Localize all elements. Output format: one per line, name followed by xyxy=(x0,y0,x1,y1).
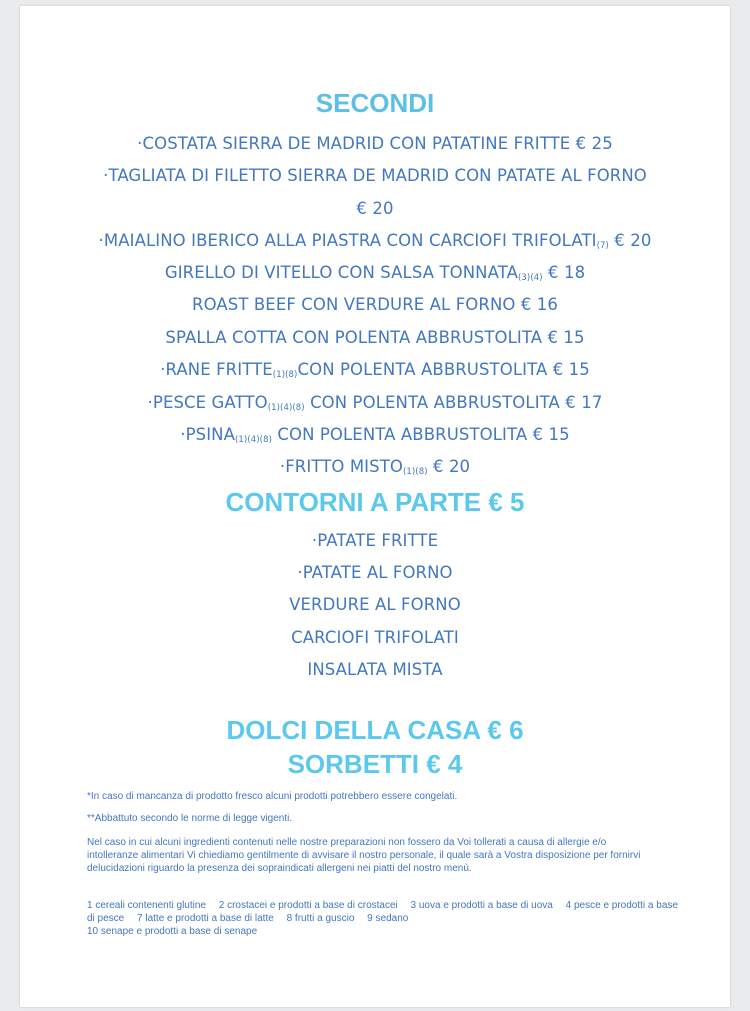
allergen-legend-item: 2 crostacei e prodotti a base di crostacei xyxy=(218,900,398,911)
allergen-codes: (1)(8) xyxy=(272,370,298,380)
menu-item-girello: GIRELLO DI VITELLO CON SALSA TONNATA(3)(4) € 18 xyxy=(164,263,586,283)
side-item-patate-forno: ·PATATE AL FORNO xyxy=(297,563,453,582)
allergen-legend-item: 8 frutti a guscio xyxy=(286,913,355,924)
allergen-codes: (7) xyxy=(596,241,609,251)
allergen-codes: (1)(4)(8) xyxy=(235,435,273,445)
allergen-codes: (1)(8) xyxy=(402,467,428,477)
menu-item-tagliata-price: € 20 xyxy=(356,199,394,218)
allergen-legend-item: 7 latte e prodotti a base di latte xyxy=(137,913,274,924)
menu-item-psina: ·PSINA(1)(4)(8) CON POLENTA ABBRUSTOLITA € 15 xyxy=(180,425,570,445)
allergen-codes: (1)(4)(8) xyxy=(267,403,305,413)
side-item-patate-fritte: ·PATATE FRITTE xyxy=(311,531,439,550)
section-title-contorni: CONTORNI A PARTE € 5 xyxy=(225,487,525,517)
allergen-legend-item: 3 uova e prodotti a base di uova xyxy=(410,900,553,911)
note-allergy: Nel caso in cui alcuni ingredienti contenuti nelle nostre preparazioni non fossero da Voi tollerati a causa di allergie e/o intolleranze alimentari Vi chiediamo gentilmente di avvisare il nostro personale, il quale sarà a Vostra disposizione per fornirvi delucidazioni riguardo la presenza dei sopraindicati allergeni nei piatti del nostro menù. xyxy=(87,837,641,874)
menu-item-rane: ·RANE FRITTE(1)(8)CON POLENTA ABBRUSTOLITA € 15 xyxy=(160,360,590,380)
allergen-legend-item: 4 pesce e prodotti a base di pesce xyxy=(87,900,678,924)
section-title-sorbetti: SORBETTI € 4 xyxy=(287,749,463,779)
allergen-legend-item: 1 cereali contenenti glutine xyxy=(87,900,206,911)
menu-item-pesce-gatto: ·PESCE GATTO(1)(4)(8) CON POLENTA ABBRUSTOLITA € 17 xyxy=(147,393,603,413)
side-item-verdure: VERDURE AL FORNO xyxy=(289,595,461,614)
menu-item-roast-beef: ROAST BEEF CON VERDURE AL FORNO € 16 xyxy=(192,295,558,314)
allergen-legend xyxy=(87,899,687,938)
menu-item-maialino: ·MAIALINO IBERICO ALLA PIASTRA CON CARCIOFI TRIFOLATI(7) € 20 xyxy=(98,231,652,251)
menu-item-fritto-misto: ·FRITTO MISTO(1)(8) € 20 xyxy=(279,457,471,477)
allergen-legend-item: 10 senape e prodotti a base di senape xyxy=(87,926,258,937)
note-frozen: *In caso di mancanza di prodotto fresco alcuni prodotti potrebbero essere congelati. xyxy=(87,791,458,802)
menu-item-costata: ·COSTATA SIERRA DE MADRID CON PATATINE FRITTE € 25 xyxy=(137,134,613,153)
menu-item-spalla: SPALLA COTTA CON POLENTA ABBRUSTOLITA € 15 xyxy=(165,328,585,347)
menu-item-tagliata: ·TAGLIATA DI FILETTO SIERRA DE MADRID CON PATATE AL FORNO xyxy=(103,166,647,185)
allergen-codes: (3)(4) xyxy=(518,273,543,283)
note-slaughter: **Abbattuto secondo le norme di legge vigenti. xyxy=(87,813,293,824)
side-item-insalata: INSALATA MISTA xyxy=(307,660,443,679)
section-title-secondi: SECONDI xyxy=(315,88,435,118)
allergen-legend-item: 9 sedano xyxy=(367,913,409,924)
section-title-dolci: DOLCI DELLA CASA € 6 xyxy=(226,715,524,745)
side-item-carciofi: CARCIOFI TRIFOLATI xyxy=(291,628,459,647)
